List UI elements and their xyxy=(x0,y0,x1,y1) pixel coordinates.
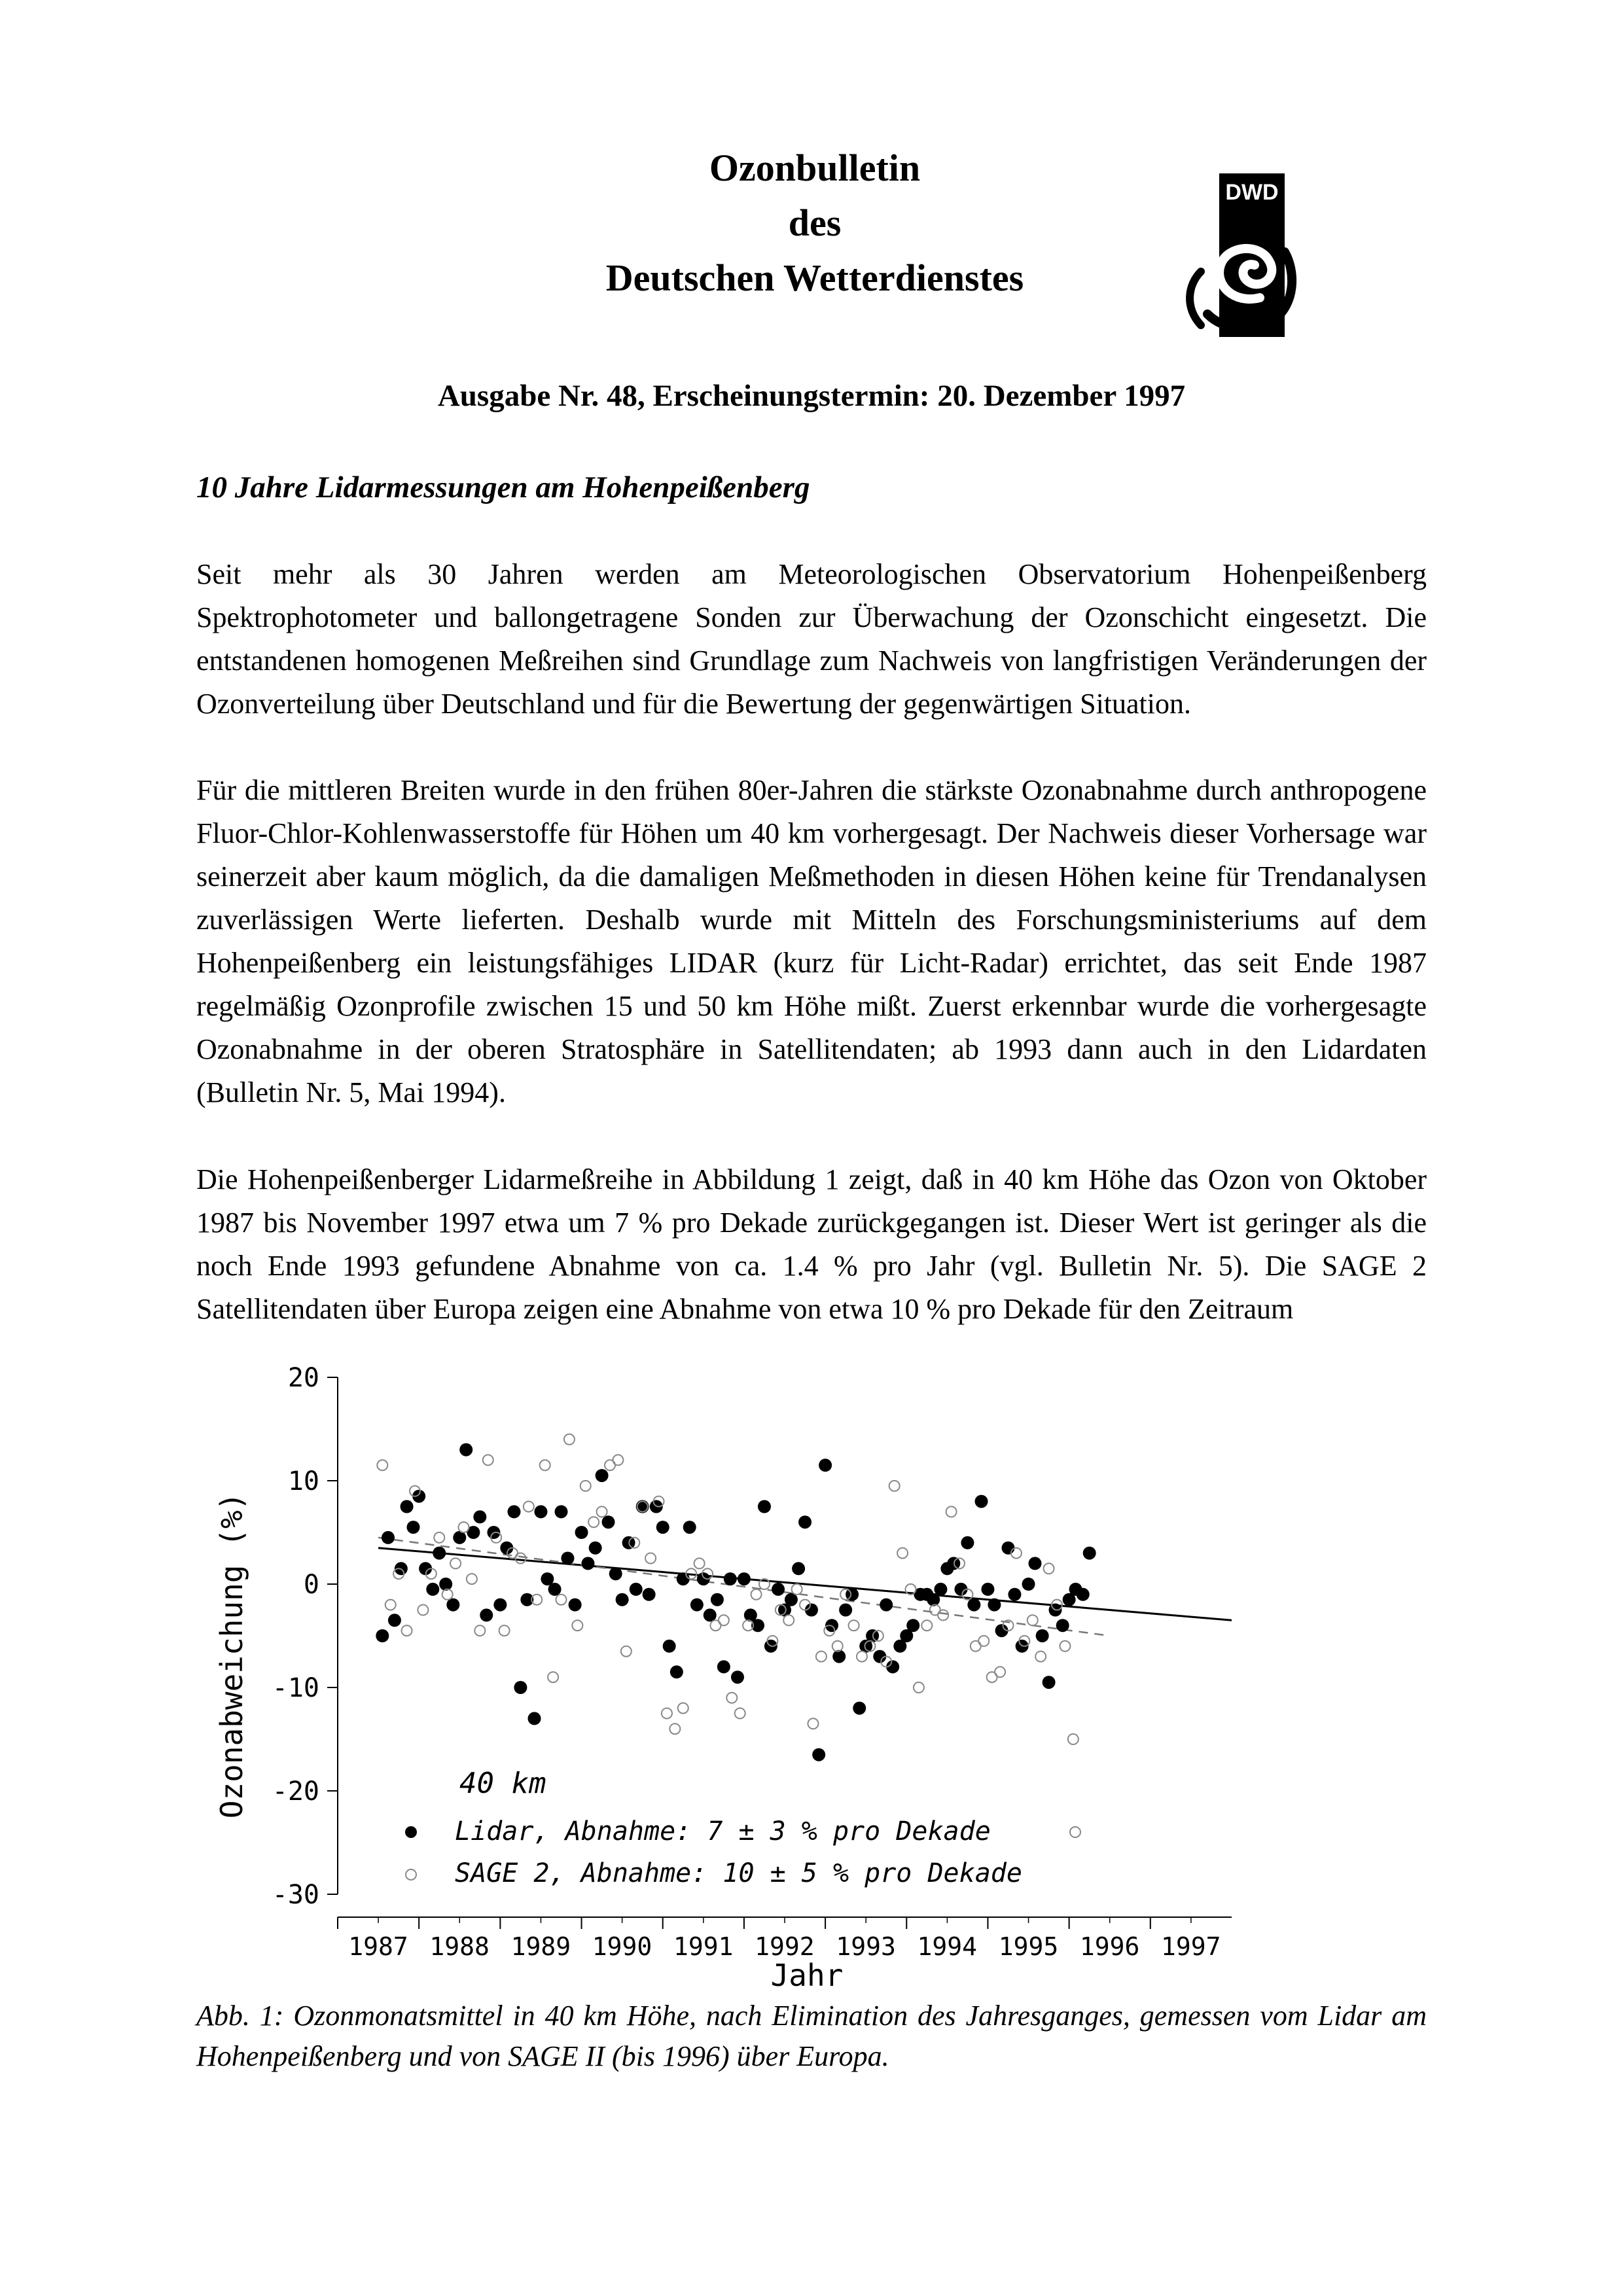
sage-point xyxy=(597,1506,607,1517)
lidar-point xyxy=(401,1500,414,1513)
sage-point xyxy=(832,1641,843,1651)
lidar-point xyxy=(792,1562,805,1575)
lidar-point xyxy=(656,1521,669,1534)
sage-point xyxy=(450,1558,461,1568)
article-title: 10 Jahre Lidarmessungen am Hohenpeißenberg xyxy=(196,470,810,504)
y-tick-label: -10 xyxy=(272,1673,319,1703)
lidar-point xyxy=(609,1567,622,1580)
legend-lidar-marker xyxy=(405,1826,417,1838)
lidar-point xyxy=(602,1515,615,1528)
sage-point xyxy=(402,1625,412,1636)
lidar-point xyxy=(717,1660,730,1673)
sage-point xyxy=(385,1600,396,1610)
lidar-point xyxy=(376,1629,389,1642)
lidar-point xyxy=(724,1572,737,1585)
sage-point xyxy=(849,1620,859,1631)
lidar-point xyxy=(575,1526,588,1539)
x-tick-label: 1989 xyxy=(510,1932,571,1961)
sage-point xyxy=(580,1481,591,1491)
lidar-point xyxy=(812,1748,825,1761)
lidar-point xyxy=(772,1583,785,1596)
sage-point xyxy=(1035,1651,1046,1662)
lidar-point xyxy=(507,1505,520,1518)
legend-sage-marker xyxy=(406,1869,416,1880)
lidar-point xyxy=(738,1572,751,1585)
title-line-2: des xyxy=(788,202,842,244)
x-tick-label: 1994 xyxy=(917,1932,978,1961)
ozone-scatter-chart xyxy=(203,1335,1250,1996)
lidar-point xyxy=(589,1542,602,1555)
title-line-1: Ozonbulletin xyxy=(709,147,921,189)
paragraph: Die Hohenpeißenberger Lidarmeßreihe in Abbildung 1 zeigt, daß in 40 km Höhe das Ozon von Oktober 1987 bis November 1997 etwa um 7 % pro Dekade zurückgegangen ist. Dieser Wert ist geringer als die noch Ende 1993 gefundene Abnahme von ca. 1.4 % pro Jahr (vgl. Bulletin Nr. 5). Die SAGE 2 Satellitendaten über Europa zeigen eine Abnahme von etwa 10 % pro Dekade für den Zeitraum xyxy=(196,1163,1427,1325)
lidar-point xyxy=(981,1583,994,1596)
x-tick-label: 1997 xyxy=(1161,1932,1221,1961)
lidar-point xyxy=(569,1598,582,1612)
lidar-point xyxy=(1002,1542,1015,1555)
x-tick-label: 1988 xyxy=(429,1932,490,1961)
lidar-point xyxy=(1043,1676,1056,1689)
lidar-point xyxy=(1036,1629,1049,1642)
lidar-point xyxy=(798,1515,812,1528)
sage-point xyxy=(556,1595,567,1605)
lidar-point xyxy=(670,1665,683,1678)
lidar-point xyxy=(961,1536,974,1549)
y-tick-label: -30 xyxy=(272,1880,319,1910)
lidar-point xyxy=(534,1505,547,1518)
y-tick-label: 10 xyxy=(287,1466,319,1496)
sage-point xyxy=(621,1646,632,1657)
lidar-point xyxy=(555,1505,568,1518)
sage-point xyxy=(694,1558,705,1568)
sage-point xyxy=(995,1667,1005,1677)
sage-point xyxy=(613,1455,623,1465)
sage-point xyxy=(857,1651,867,1662)
figure-caption: Abb. 1: Ozonmonatsmittel in 40 km Höhe, nach Elimination des Jahresganges, gemessen vom Lidar am Hohenpeißenberg und von SAGE II (bis 1996) über Europa. xyxy=(196,2000,1427,2072)
lidar-point xyxy=(643,1588,656,1601)
lidar-point xyxy=(683,1521,696,1534)
lidar-point xyxy=(581,1557,594,1570)
lidar-point xyxy=(528,1712,541,1725)
sage-point xyxy=(921,1620,932,1631)
lidar-point xyxy=(548,1583,562,1596)
lidar-point xyxy=(906,1619,919,1632)
sage-point xyxy=(467,1574,477,1584)
lidar-point xyxy=(663,1640,676,1653)
sage-point xyxy=(572,1620,582,1631)
bulletin-title xyxy=(524,141,1106,306)
lidar-point xyxy=(819,1458,832,1472)
lidar-point xyxy=(1077,1588,1090,1601)
lidar-point xyxy=(690,1598,704,1612)
lidar-point xyxy=(1056,1619,1069,1632)
lidar-point xyxy=(934,1583,947,1596)
y-tick-label: 0 xyxy=(303,1570,319,1600)
sage-point xyxy=(483,1455,493,1465)
x-tick-label: 1987 xyxy=(348,1932,408,1961)
sage-point xyxy=(816,1651,827,1662)
sage-point xyxy=(524,1502,534,1512)
lidar-point xyxy=(406,1521,419,1534)
chart-annotation: 40 km xyxy=(459,1767,546,1800)
lidar-point xyxy=(433,1547,446,1560)
sage-point xyxy=(1027,1615,1038,1625)
lidar-point xyxy=(839,1604,852,1617)
sage-point xyxy=(540,1460,550,1470)
sage-point xyxy=(678,1703,688,1714)
sage-point xyxy=(726,1693,737,1703)
sage-point xyxy=(564,1434,575,1445)
sage-point xyxy=(662,1708,672,1719)
lidar-point xyxy=(832,1650,846,1663)
sage-point xyxy=(1011,1548,1022,1559)
lidar-point xyxy=(514,1681,527,1694)
x-axis-label: Jahr xyxy=(770,1958,844,1993)
lidar-point xyxy=(731,1670,744,1684)
lidar-point xyxy=(480,1608,493,1621)
paragraph: Seit mehr als 30 Jahren werden am Meteorologischen Observatorium Hohenpeißenberg Spektrophotometer und ballongetragene Sonden zur Überwachung der Ozonschicht eingesetzt. Die entstandenen homogenen Meßreihen sind Grundlage zum Nachweis von langfristigen Veränderungen der Ozonverteilung über Deutschland und für die Bewertung der gegenwärtigen Situation. xyxy=(196,558,1427,720)
lidar-point xyxy=(382,1531,395,1544)
lidar-point xyxy=(1008,1588,1021,1601)
sage-point xyxy=(515,1553,526,1564)
lidar-point xyxy=(426,1583,439,1596)
title-line-3: Deutschen Wetterdienstes xyxy=(605,256,1024,299)
sage-point xyxy=(588,1517,599,1527)
sage-point xyxy=(938,1610,948,1620)
x-tick-label: 1995 xyxy=(998,1932,1059,1961)
y-tick-label: 20 xyxy=(287,1363,319,1393)
sage-point xyxy=(889,1481,900,1491)
sage-point xyxy=(719,1615,729,1625)
sage-point xyxy=(914,1682,924,1693)
sage-point xyxy=(1044,1563,1054,1574)
lidar-point xyxy=(630,1583,643,1596)
lidar-point xyxy=(616,1593,629,1606)
x-tick-label: 1991 xyxy=(673,1932,734,1961)
sage-point xyxy=(458,1522,469,1532)
sage-point xyxy=(808,1718,818,1729)
lidar-point xyxy=(677,1572,690,1585)
lidar-point xyxy=(561,1552,574,1565)
y-axis-label: Ozonabweichung (%) xyxy=(214,1492,249,1819)
lidar-point xyxy=(1083,1547,1096,1560)
sage-point xyxy=(499,1625,510,1636)
paragraph: Für die mittleren Breiten wurde in den frühen 80er-Jahren die stärkste Ozonabnahme durch anthropogene Fluor-Chlor-Kohlenwasserstoffe für Höhen um 40 km vorhergesagt. Der Nachweis dieser Vorhersage war seinerzeit aber kaum möglich, da die damaligen Meßmethoden in diesen Höhen keine für Trendanalysen zuverlässigen Werte lieferten. Deshalb wurde mit Mitteln des Forschungsministeriums auf dem Hohenpeißenberg ein leistungsfähiges LIDAR (kurz für Licht-Radar) errichtet, das seit Ende 1987 regelmäßig Ozonprofile zwischen 15 und 50 km Höhe mißt. Zuerst erkennbar wurde die vorhergesagte Ozonabnahme in der oberen Stratosphäre in Satellitendaten; ab 1993 dann auch in den Lidardaten (Bulletin Nr. 5, Mai 1994). xyxy=(196,774,1427,1108)
x-tick-label: 1990 xyxy=(592,1932,652,1961)
sage-point xyxy=(669,1723,680,1734)
issue-line: Ausgabe Nr. 48, Erscheinungstermin: 20. Dezember 1997 xyxy=(437,379,1186,413)
x-tick-label: 1996 xyxy=(1079,1932,1140,1961)
legend-sage: SAGE 2, Abnahme: 10 ± 5 % pro Dekade xyxy=(455,1858,1022,1888)
data-points xyxy=(376,1434,1096,1761)
legend-aux-marker xyxy=(1070,1827,1080,1837)
lidar-point xyxy=(975,1495,988,1508)
x-tick-label: 1992 xyxy=(755,1932,815,1961)
y-tick-label: -20 xyxy=(272,1776,319,1807)
sage-point xyxy=(751,1589,762,1600)
lidar-point xyxy=(967,1598,980,1612)
lidar-point xyxy=(711,1593,724,1606)
sage-point xyxy=(735,1708,745,1719)
dwd-logo xyxy=(1162,173,1319,344)
lidar-point xyxy=(493,1598,507,1612)
sage-point xyxy=(978,1636,989,1646)
sage-point xyxy=(645,1553,656,1564)
logo-text: DWD xyxy=(1225,180,1279,205)
sage-point xyxy=(442,1589,453,1600)
sage-point xyxy=(1068,1734,1079,1744)
lidar-point xyxy=(459,1443,473,1457)
sage-point xyxy=(783,1615,794,1625)
lidar-point xyxy=(988,1598,1001,1612)
sage-point xyxy=(897,1548,908,1559)
lidar-point xyxy=(853,1702,866,1715)
sage-point xyxy=(548,1672,558,1682)
lidar-point xyxy=(1028,1557,1041,1570)
lidar-point xyxy=(473,1510,486,1523)
lidar-point xyxy=(880,1598,893,1612)
sage-point xyxy=(1060,1641,1070,1651)
sage-point xyxy=(792,1584,802,1595)
lidar-point xyxy=(1022,1578,1035,1591)
sage-point xyxy=(474,1625,485,1636)
sage-point xyxy=(946,1506,957,1517)
lidar-point xyxy=(439,1578,452,1591)
sage-point xyxy=(418,1605,428,1616)
sage-point xyxy=(434,1532,444,1543)
lidar-point xyxy=(388,1614,401,1627)
sage-point xyxy=(377,1460,387,1470)
x-tick-label: 1993 xyxy=(836,1932,896,1961)
lidar-point xyxy=(758,1500,771,1513)
lidar-point xyxy=(596,1469,609,1482)
legend-lidar: Lidar, Abnahme: 7 ± 3 % pro Dekade xyxy=(455,1816,991,1846)
